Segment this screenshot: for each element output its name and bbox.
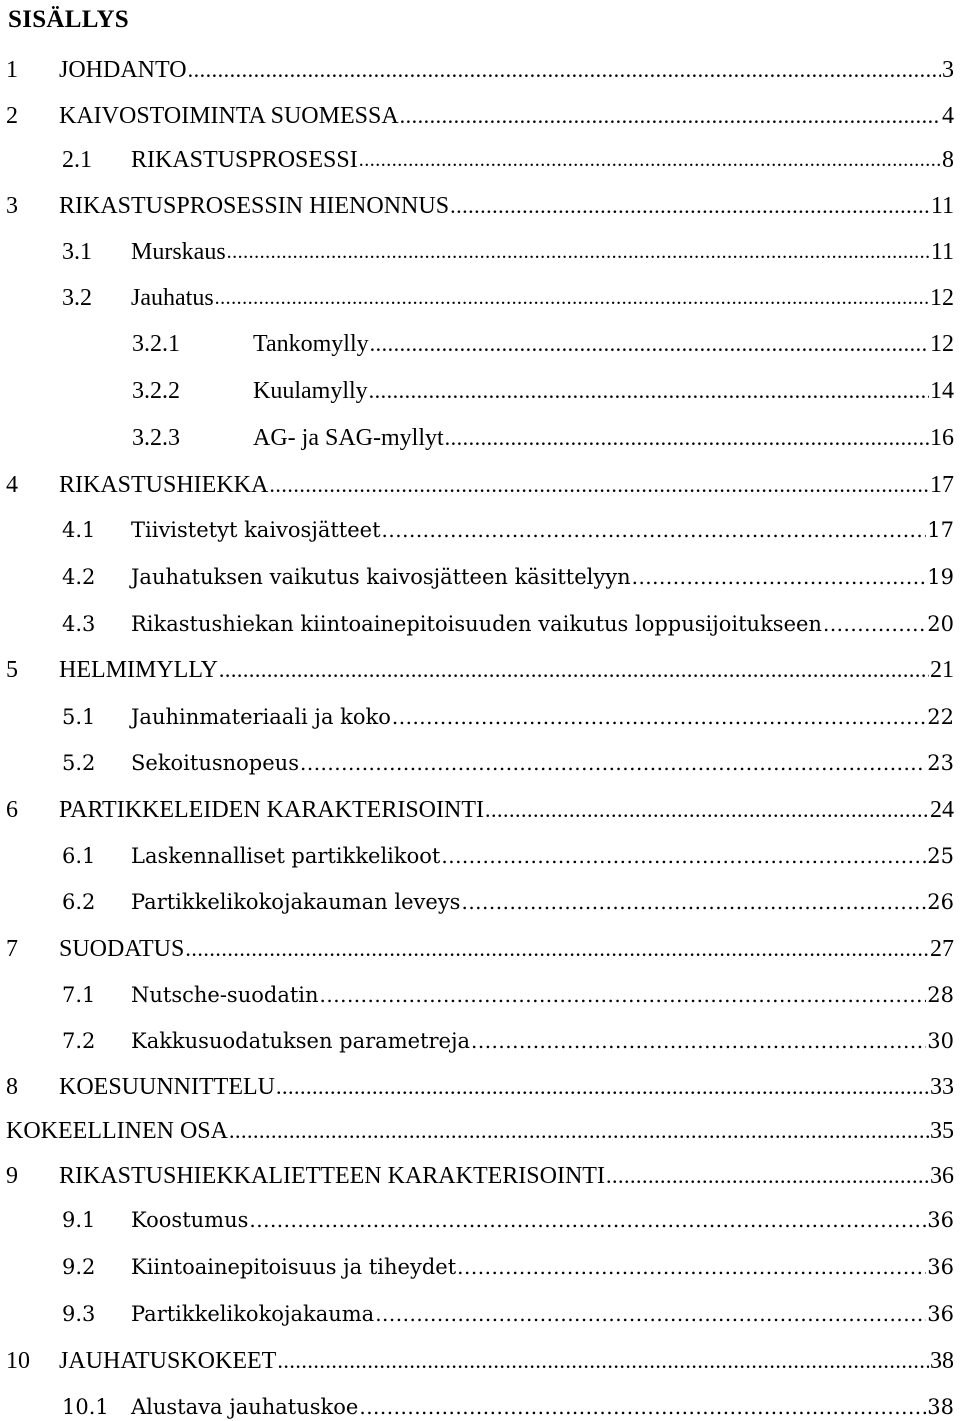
toc-entry-number: 4.1 xyxy=(62,518,96,542)
toc-entry-title: PARTIKKELEIDEN KARAKTERISOINTI xyxy=(59,797,484,823)
toc-entry[interactable] xyxy=(62,510,954,544)
toc-entry-title: Murskaus xyxy=(131,239,226,265)
toc-entry-page-number: 11 xyxy=(930,193,954,219)
toc-entry[interactable] xyxy=(6,650,954,684)
toc-entry-page-number: 20 xyxy=(927,612,954,636)
dot-leader xyxy=(471,1027,926,1055)
toc-entry-page-number: 26 xyxy=(927,890,954,914)
toc-entry-page-number: 22 xyxy=(927,705,954,729)
toc-entry[interactable] xyxy=(6,50,954,84)
dot-leader xyxy=(445,424,929,452)
page-title: SISÄLLYS xyxy=(8,6,130,33)
toc-entry[interactable] xyxy=(6,1111,954,1145)
dot-leader xyxy=(185,935,929,963)
toc-entry-number: 5.1 xyxy=(62,705,96,729)
toc-entry-title: RIKASTUSPROSESSI xyxy=(131,147,358,173)
toc-entry-page-number: 36 xyxy=(927,1208,954,1232)
toc-entry-page-number: 3 xyxy=(942,57,954,83)
toc-entry-number: 10.1 xyxy=(62,1395,109,1419)
toc-entry[interactable] xyxy=(132,418,954,452)
toc-entry-page-number: 14 xyxy=(930,378,954,404)
dot-leader xyxy=(320,981,927,1009)
toc-entry-title: Koostumus xyxy=(131,1208,249,1232)
toc-entry-number: 3.1 xyxy=(62,239,92,265)
toc-entry[interactable] xyxy=(62,604,954,638)
toc-entry-number: 6 xyxy=(6,797,18,823)
toc-entry-number: 5.2 xyxy=(62,751,96,775)
dot-leader xyxy=(485,796,929,824)
toc-entry-title: Kuulamylly xyxy=(253,378,368,404)
toc-entry-title: KOESUUNNITTELU xyxy=(59,1074,275,1100)
toc-entry-number: 5 xyxy=(6,657,18,683)
dot-leader xyxy=(359,146,941,174)
dot-leader xyxy=(229,1117,929,1145)
toc-entry-number: 9 xyxy=(6,1163,18,1189)
toc-entry-page-number: 24 xyxy=(930,797,954,823)
toc-entry-number: 7 xyxy=(6,936,18,962)
toc-entry-title: Sekoitusnopeus xyxy=(131,751,299,775)
toc-entry-title: JAUHATUSKOKEET xyxy=(59,1348,277,1374)
toc-entry[interactable] xyxy=(6,1067,954,1101)
toc-entry[interactable] xyxy=(132,324,954,358)
toc-entry-number: 3.2 xyxy=(62,285,92,311)
toc-entry[interactable] xyxy=(6,465,954,499)
toc-entry-title: Partikkelikokojakauma xyxy=(131,1302,375,1326)
toc-entry-title: Kakkusuodatuksen parametreja xyxy=(131,1029,470,1053)
toc-entry-page-number: 33 xyxy=(930,1074,954,1100)
toc-entry-number: 4.3 xyxy=(62,612,96,636)
toc-entry-title: HELMIMYLLY xyxy=(59,657,218,683)
toc-entry[interactable] xyxy=(62,1021,954,1055)
toc-entry-page-number: 12 xyxy=(930,285,954,311)
dot-leader xyxy=(359,1393,926,1421)
dot-leader xyxy=(632,563,927,591)
toc-entry[interactable] xyxy=(6,96,954,130)
toc-entry[interactable] xyxy=(62,1247,954,1281)
toc-entry-page-number: 11 xyxy=(930,239,954,265)
toc-entry-number: 10 xyxy=(6,1348,30,1374)
toc-entry-title: SUODATUS xyxy=(59,936,185,962)
toc-entry-number: 1 xyxy=(6,57,18,83)
toc-entry-number: 3.2.3 xyxy=(132,425,180,451)
toc-entry-page-number: 36 xyxy=(927,1255,954,1279)
toc-entry-title: Tankomylly xyxy=(253,331,369,357)
toc-entry-title: Jauhinmateriaali ja koko xyxy=(131,705,391,729)
dot-leader xyxy=(369,377,929,405)
toc-entry[interactable] xyxy=(62,743,954,777)
toc-entry-title: Jauhatuksen vaikutus kaivosjätteen käsittelyyn xyxy=(131,565,631,589)
toc-entry-number: 7.1 xyxy=(62,983,96,1007)
toc-entry[interactable] xyxy=(62,278,954,312)
toc-entry-number: 8 xyxy=(6,1074,18,1100)
toc-entry-number: 4.2 xyxy=(62,565,96,589)
toc-entry-number: 3 xyxy=(6,193,18,219)
toc-entry-page-number: 35 xyxy=(930,1118,954,1144)
toc-entry-number: 2.1 xyxy=(62,147,92,173)
toc-entry[interactable] xyxy=(6,1341,954,1375)
dot-leader xyxy=(276,1073,929,1101)
dot-leader xyxy=(227,238,930,266)
toc-entry-page-number: 36 xyxy=(927,1302,954,1326)
toc-entry-page-number: 27 xyxy=(930,936,954,962)
dot-leader xyxy=(215,284,929,312)
toc-entry[interactable] xyxy=(6,186,954,220)
toc-entry[interactable] xyxy=(62,836,954,870)
toc-entry-page-number: 8 xyxy=(942,147,954,173)
toc-entry-number: 9.1 xyxy=(62,1208,96,1232)
dot-leader xyxy=(277,1347,929,1375)
toc-entry-title: AG- ja SAG-myllyt xyxy=(253,425,444,451)
toc-entry-number: 3.2.2 xyxy=(132,378,180,404)
toc-entry[interactable] xyxy=(62,232,954,266)
dot-leader xyxy=(461,888,926,916)
toc-entry-page-number: 23 xyxy=(927,751,954,775)
toc-entry-number: 6.2 xyxy=(62,890,96,914)
toc-entry-title: KOKEELLINEN OSA xyxy=(6,1118,228,1144)
toc-entry-page-number: 38 xyxy=(927,1395,954,1419)
dot-leader xyxy=(457,1253,926,1281)
toc-entry-number: 6.1 xyxy=(62,844,96,868)
toc-entry[interactable] xyxy=(6,929,954,963)
toc-entry[interactable] xyxy=(62,697,954,731)
toc-entry-title: RIKASTUSHIEKKALIETTEEN KARAKTERISOINTI xyxy=(59,1163,605,1189)
dot-leader xyxy=(382,516,927,544)
toc-entry-title: Nutsche-suodatin xyxy=(131,983,319,1007)
toc-entry-number: 2 xyxy=(6,103,18,129)
toc-entry-page-number: 19 xyxy=(927,565,954,589)
toc-entry-page-number: 21 xyxy=(930,657,954,683)
toc-entry[interactable] xyxy=(132,371,954,405)
toc-entry-title: Alustava jauhatuskoe xyxy=(131,1395,359,1419)
toc-entry-page-number: 16 xyxy=(930,425,954,451)
dot-leader xyxy=(392,703,926,731)
dot-leader xyxy=(188,56,941,84)
toc-entry-number: 9.3 xyxy=(62,1302,96,1326)
dot-leader xyxy=(300,749,926,777)
toc-entry-page-number: 38 xyxy=(930,1348,954,1374)
dot-leader xyxy=(400,102,941,130)
toc-entry-page-number: 17 xyxy=(927,518,954,542)
toc-entry[interactable] xyxy=(62,1387,954,1421)
toc-entry-title: Partikkelikokojakauman leveys xyxy=(131,890,461,914)
toc-entry-title: KAIVOSTOIMINTA SUOMESSA xyxy=(59,103,399,129)
toc-entry-title: JOHDANTO xyxy=(59,57,187,83)
dot-leader xyxy=(219,656,929,684)
toc-entry-number: 3.2.1 xyxy=(132,331,180,357)
toc-entry[interactable] xyxy=(62,1200,954,1234)
toc-entry[interactable] xyxy=(6,790,954,824)
toc-entry-title: Jauhatus xyxy=(131,285,214,311)
dot-leader xyxy=(450,192,930,220)
toc-entry[interactable] xyxy=(62,882,954,916)
toc-entry-page-number: 17 xyxy=(930,472,954,498)
toc-entry-title: Rikastushiekan kiintoainepitoisuuden vaikutus loppusijoitukseen xyxy=(131,612,822,636)
toc-entry-page-number: 30 xyxy=(927,1029,954,1053)
dot-leader xyxy=(370,330,929,358)
toc-entry-number: 9.2 xyxy=(62,1255,96,1279)
toc-entry-page-number: 12 xyxy=(930,331,954,357)
toc-entry[interactable] xyxy=(62,557,954,591)
toc-entry-number: 7.2 xyxy=(62,1029,96,1053)
toc-entry-page-number: 25 xyxy=(927,844,954,868)
toc-entry-page-number: 4 xyxy=(942,103,954,129)
toc-entry[interactable] xyxy=(6,1156,954,1190)
dot-leader xyxy=(249,1206,926,1234)
toc-entry-title: RIKASTUSPROSESSIN HIENONNUS xyxy=(59,193,450,219)
toc-entry[interactable] xyxy=(62,1294,954,1328)
toc-entry-number: 4 xyxy=(6,472,18,498)
dot-leader xyxy=(606,1162,929,1190)
toc-entry-title: RIKASTUSHIEKKA xyxy=(59,472,269,498)
toc-entry-page-number: 36 xyxy=(930,1163,954,1189)
toc-entry[interactable] xyxy=(62,140,954,174)
dot-leader xyxy=(269,471,929,499)
toc-entry-title: Kiintoainepitoisuus ja tiheydet xyxy=(131,1255,457,1279)
toc-entry-title: Tiivistetyt kaivosjätteet xyxy=(131,518,381,542)
dot-leader xyxy=(441,842,926,870)
toc-entry[interactable] xyxy=(62,975,954,1009)
toc-entry-title: Laskennalliset partikkelikoot xyxy=(131,844,441,868)
dot-leader xyxy=(375,1300,926,1328)
toc-entry-page-number: 28 xyxy=(927,983,954,1007)
dot-leader xyxy=(823,610,926,638)
